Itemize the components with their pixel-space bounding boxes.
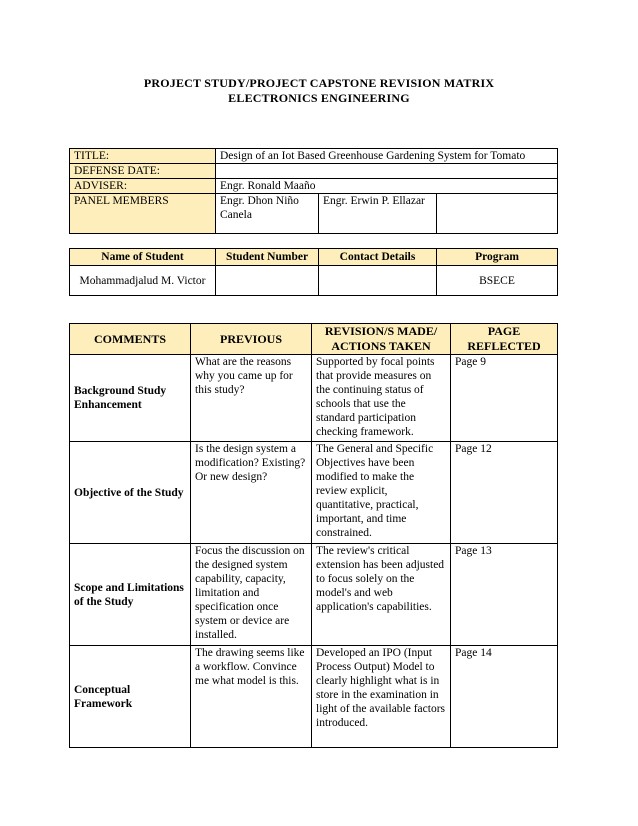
table-row — [70, 355, 558, 442]
comment-cell: Scope and Limitations of the Study — [70, 544, 191, 646]
header-program: Program — [437, 249, 558, 266]
project-info-table — [69, 148, 558, 234]
student-number — [216, 266, 319, 296]
header-name-of-student: Name of Student — [70, 249, 216, 266]
table-row — [70, 544, 558, 646]
title-label: TITLE: — [70, 149, 216, 164]
defense-date-value — [216, 164, 558, 179]
previous-cell: The drawing seems like a workflow. Convince me what model is this. — [191, 646, 312, 748]
title-value: Design of an Iot Based Greenhouse Gardening System for Tomato — [216, 149, 558, 164]
panel-members-label: PANEL MEMBERS — [70, 194, 216, 234]
page-cell: Page 14 — [451, 646, 558, 748]
panel-member-3 — [437, 194, 558, 234]
panel-member-2: Engr. Erwin P. Ellazar — [319, 194, 437, 234]
header-contact-details: Contact Details — [319, 249, 437, 266]
table-row — [70, 442, 558, 544]
defense-date-label: DEFENSE DATE: — [70, 164, 216, 179]
adviser-value: Engr. Ronald Maaño — [216, 179, 558, 194]
header-revisions-made: REVISION/S MADE/ ACTIONS TAKEN — [312, 324, 451, 355]
header-student-number: Student Number — [216, 249, 319, 266]
previous-cell: Focus the discussion on the designed system capability, capacity, limitation and specification once system or device are installed. — [191, 544, 312, 646]
header-page-reflected: PAGE REFLECTED — [451, 324, 558, 355]
header-previous: PREVIOUS — [191, 324, 312, 355]
previous-cell: What are the reasons why you came up for this study? — [191, 355, 312, 442]
previous-cell: Is the design system a modification? Existing? Or new design? — [191, 442, 312, 544]
page-cell: Page 9 — [451, 355, 558, 442]
revision-cell: The review's critical extension has been adjusted to focus solely on the model's and web application's capabilities. — [312, 544, 451, 646]
student-contact — [319, 266, 437, 296]
revision-cell: The General and Specific Objectives have been modified to make the review explicit, quantitative, practical, important, and time constrained. — [312, 442, 451, 544]
page-cell: Page 13 — [451, 544, 558, 646]
document-title: PROJECT STUDY/PROJECT CAPSTONE REVISION MATRIX — [143, 76, 495, 90]
revision-cell: Supported by focal points that provide measures on the continuing status of schools that use the standard participation checking framework. — [312, 355, 451, 442]
comment-cell: Conceptual Framework — [70, 646, 191, 748]
student-table — [69, 248, 558, 296]
table-row — [70, 646, 558, 748]
student-name: Mohammadjalud M. Victor — [70, 266, 216, 296]
document-subtitle: ELECTRONICS ENGINEERING — [228, 91, 410, 105]
comment-cell: Objective of the Study — [70, 442, 191, 544]
header-comments: COMMENTS — [70, 324, 191, 355]
revision-matrix-table — [69, 323, 558, 748]
page-cell: Page 12 — [451, 442, 558, 544]
student-program: BSECE — [437, 266, 558, 296]
comment-cell: Background Study Enhancement — [70, 355, 191, 442]
panel-member-1: Engr. Dhon Niño Canela — [216, 194, 319, 234]
revision-cell: Developed an IPO (Input Process Output) Model to clearly highlight what is in store in the examination in light of the available factors introduced. — [312, 646, 451, 748]
adviser-label: ADVISER: — [70, 179, 216, 194]
